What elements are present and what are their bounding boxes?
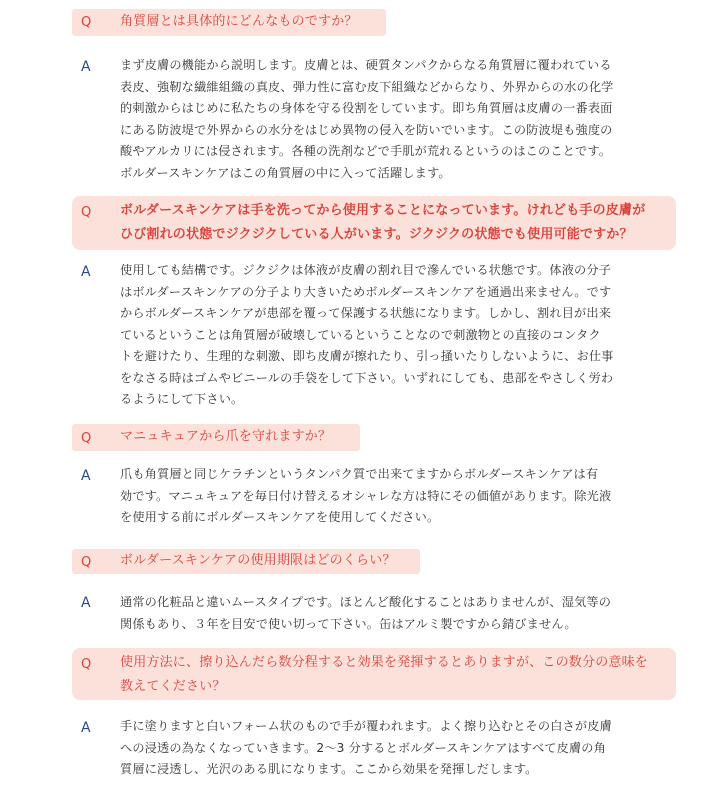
answer-marker: A [81, 59, 91, 75]
answer-line: 質層に浸透し、光沢のある肌になります。ここから効果を発揮しだします。 [120, 762, 538, 776]
answer-line: への浸透の為なくなっていきます。2～3 分するとボルダースキンケアはすべて皮膚の角 [120, 740, 606, 755]
answer-line: 手に塗りますと白いフォーム状のもので手が覆われます。よく擦り込むとその白さが皮膚 [120, 719, 612, 733]
answer-line: まず皮膚の機能から説明します。皮膚とは、硬質タンパクからなる角質層に覆われている [120, 58, 612, 72]
question-line: ボルダースキンケアの使用期限はどのくらい？ [120, 553, 396, 568]
question-line: ひび割れの状態でジクジクしている人がいます。ジクジクの状態でも使用可能ですか？ [120, 227, 633, 242]
question-text [120, 425, 331, 449]
question-marker: Q [81, 205, 92, 220]
question-line: マニュキュアから爪を守れますか？ [120, 429, 332, 444]
question-text [120, 549, 396, 573]
answer-text [120, 464, 675, 529]
answer-line: をなさる時はゴムやビニールの手袋をして下さい。いずれにしても、患部をやさしく労わ [120, 370, 614, 385]
answer-text [120, 260, 675, 411]
answer-text [120, 592, 675, 635]
question-line: ボルダースキンケアは手を洗ってから使用することになっています。けれども手の皮膚が [120, 203, 646, 218]
answer-line: 通常の化粧品と違いムースタイプです。ほとんど酸化することはありませんが、湿気等の [120, 595, 612, 609]
answer-line: 使用しても結構です。ジクジクは体液が皮膚の割れ目で滲んでいる状態です。体液の分子 [120, 263, 612, 277]
answer-line: ているということは角質層が破壊しているということなので刺激物との直接のコンタク [120, 327, 601, 342]
answer-line: 効です。マニュキュアを毎日付け替えるオシャレな方は特にその価値があります。除光液 [120, 488, 612, 503]
answer-line: からボルダースキンケアが患部を覆って保護する状態になります。しかし、割れ目が出来 [120, 306, 612, 320]
answer-line: にある防波堤で外界からの水分をはじめ異物の侵入を防いでいます。この防波堤も強度の [120, 122, 613, 137]
question-line: 角質層とは具体的にどんなものですか？ [120, 14, 358, 29]
answer-line: 関係もあり、３年を目安で使い切って下さい。缶はアルミ製ですから錆びません。 [120, 616, 577, 631]
answer-line: ボルダースキンケアはこの角質層の中に入って活躍します。 [120, 165, 451, 180]
answer-text [120, 55, 675, 184]
question-text [120, 651, 648, 699]
answer-marker: A [81, 595, 91, 611]
question-text [120, 10, 358, 34]
answer-marker: A [81, 264, 91, 280]
question-marker: Q [81, 431, 92, 446]
answer-line: るようにして下さい。 [120, 392, 244, 406]
answer-line: はボルダースキンケアの分子より大きいためボルダースキンケアを通過出来ません。です [120, 284, 612, 299]
answer-line: トを避けたり、生理的な刺激、即ち皮膚が擦れたり、引っ掻いたりしないように、お仕事 [120, 349, 614, 363]
answer-marker: A [81, 468, 91, 484]
answer-line: 酸やアルカリには侵されます。各種の洗剤などで手肌が荒れるというのはこのことです。 [120, 144, 612, 158]
answer-marker: A [81, 720, 91, 736]
answer-line: 的刺激からはじめに私たちの身体を守る役割をしています。即ち角質層は皮膚の一番表面 [120, 101, 613, 115]
question-marker: Q [81, 657, 92, 672]
question-line: 使用方法に、擦り込んだら数分程すると効果を発揮するとありますが、この数分の意味を [120, 655, 649, 670]
answer-line: 爪も角質層と同じケラチンというタンパク質で出来てますからボルダースキンケアは有 [120, 467, 599, 481]
answer-line: を使用する前にボルダースキンケアを使用してください。 [120, 510, 440, 524]
answer-text [120, 716, 675, 781]
question-text [120, 199, 645, 247]
question-marker: Q [81, 15, 92, 30]
question-marker: Q [81, 555, 92, 570]
question-line: 教えてください？ [120, 679, 226, 694]
answer-line: 表皮、強靭な繊維組織の真皮、弾力性に富む皮下組織などからなり、外界からの水の化学 [120, 79, 614, 94]
